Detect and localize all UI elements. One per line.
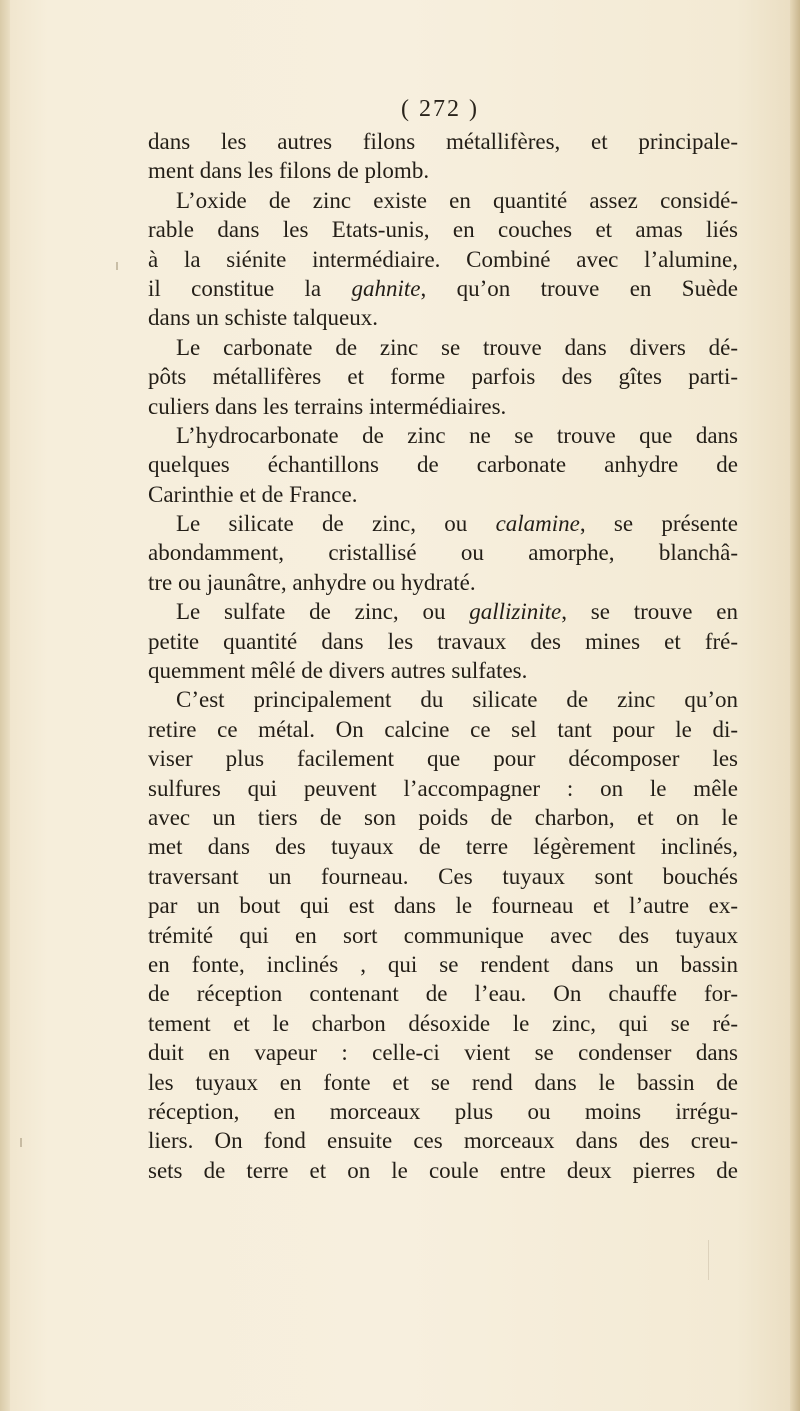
italic-term: calamine: [495, 511, 580, 537]
text-line: trémité qui en sort communique avec des tuyaux: [148, 922, 738, 948]
text-line: Le carbonate de zinc se trouve dans divers dé-: [176, 334, 738, 360]
text-line: tre ou jaunâtre, anhydre ou hydraté.: [148, 569, 476, 595]
text-line: L’oxide de zinc existe en quantité assez considé-: [176, 187, 738, 213]
text-line: traversant un fourneau. Ces tuyaux sont bouchés: [148, 863, 738, 889]
text-line: Le sulfate de zinc, ou gallizinite, se trouve en: [176, 599, 738, 625]
text-line: ment dans les filons de plomb.: [148, 158, 430, 184]
text-line: rable dans les Etats-unis, en couches et amas liés: [148, 217, 738, 243]
text-line: Le silicate de zinc, ou calamine, se présente: [176, 511, 738, 537]
text-line: abondamment, cristallisé ou amorphe, blanchâ-: [148, 540, 738, 566]
text-line: liers. On fond ensuite ces morceaux dans des creu-: [148, 1128, 738, 1154]
text-line: retire ce métal. On calcine ce sel tant pour le di-: [148, 716, 738, 742]
text-line: les tuyaux en fonte et se rend dans le bassin de: [148, 1069, 738, 1095]
text-line: sets de terre et on le coule entre deux pierres de: [148, 1157, 738, 1183]
page-left-edge: [0, 0, 10, 1411]
text-line: par un bout qui est dans le fourneau et l’autre ex-: [148, 893, 738, 919]
text-line: petite quantité dans les travaux des mines et fré-: [148, 628, 738, 654]
text-line: pôts métallifères et forme parfois des gîtes parti-: [148, 364, 738, 390]
text-line: de réception contenant de l’eau. On chauffe for-: [148, 981, 738, 1007]
text-line: duit en vapeur : celle-ci vient se condenser dans: [148, 1040, 738, 1066]
text-line: avec un tiers de son poids de charbon, et on le: [148, 804, 738, 830]
text-line: sulfures qui peuvent l’accompagner : on le mêle: [148, 775, 738, 801]
page-right-edge: [790, 0, 800, 1411]
text-line: réception, en morceaux plus ou moins irrégu-: [148, 1098, 738, 1124]
body-text: [148, 127, 738, 1185]
text-line: tement et le charbon désoxide le zinc, qui se ré-: [148, 1010, 738, 1036]
paper-speck: [20, 1138, 22, 1147]
text-line: met dans des tuyaux de terre légèrement inclinés,: [148, 834, 738, 860]
page-number: ( 272 ): [401, 96, 479, 122]
text-line: dans un schiste talqueux.: [148, 305, 378, 331]
text-line: dans les autres filons métallifères, et principale-: [148, 129, 738, 154]
text-line: culiers dans les terrains intermédiaires.: [148, 393, 507, 419]
text-line: quemment mêlé de divers autres sulfates.: [148, 658, 528, 684]
italic-term: gahnite: [351, 275, 421, 301]
text-line: L’hydrocarbonate de zinc ne se trouve que dans: [176, 422, 738, 448]
text-line: quelques échantillons de carbonate anhydre de: [148, 452, 738, 478]
paper-speck: [116, 262, 118, 270]
italic-term: gallizinite: [469, 599, 562, 625]
text-line: à la siénite intermédiaire. Combiné avec l’alumine,: [148, 246, 738, 272]
paper-speck: [708, 1240, 709, 1280]
text-line: il constitue la gahnite, qu’on trouve en Suède: [148, 275, 738, 301]
text-line: en fonte, inclinés , qui se rendent dans un bassin: [148, 951, 738, 977]
text-line: Carinthie et de France.: [148, 481, 358, 507]
text-line: viser plus facilement que pour décomposer les: [148, 746, 738, 772]
text-line: C’est principalement du silicate de zinc qu’on: [176, 687, 738, 713]
